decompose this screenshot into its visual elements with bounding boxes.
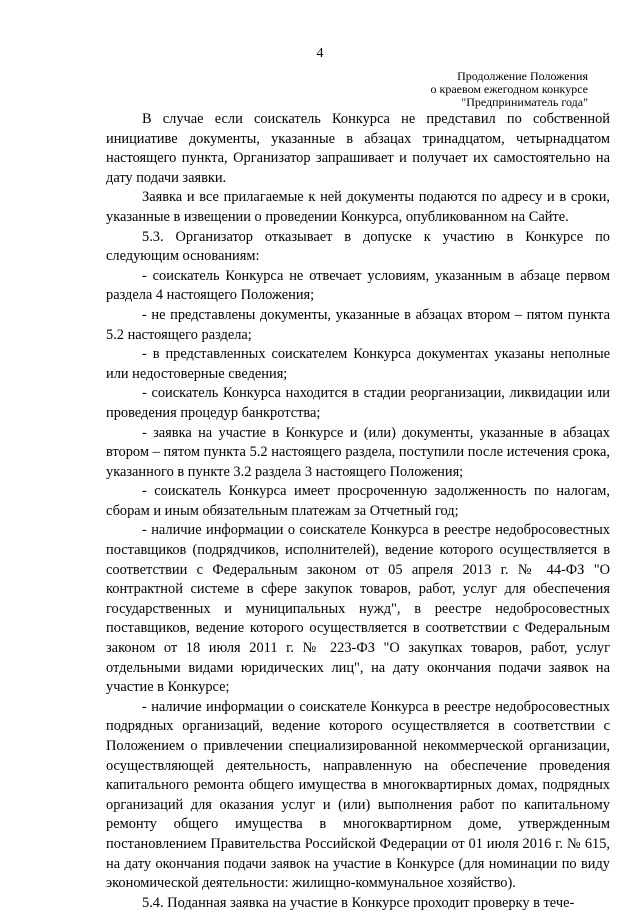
paragraph: Заявка и все прилагаемые к ней документы подаются по адресу и в сроки, указанные в извещении о проведении Конкурса, опубликованном на Сайте. — [106, 189, 610, 225]
paragraph: 5.4. Поданная заявка на участие в Конкурсе проходит проверку в тече- — [142, 894, 575, 911]
paragraph: - в представленных соискателем Конкурса документах указаны неполные или недостоверные сведения; — [106, 346, 610, 382]
paragraph: 5.3. Организатор отказывает в допуске к участию в Конкурсе по следующим основаниям: — [106, 228, 610, 265]
continuation-header — [388, 70, 588, 109]
paragraph: - наличие информации о соискателе Конкурса в реестре недобросовестных поставщиков (подрядчиков, исполнителей), ведение которого осуществляется в соответствии с Федеральным законом от 05 апреля 2013 г. № 44-ФЗ "О контрактной системе в сфере закупок товаров, работ, услуг для обеспечения государственных и муниципальных нужд", в реестре недобросовестных поставщиков, ведение которого осуществляется в соответствии с Федеральным законом от 18 июля 2011 г. № 223-ФЗ "О закупках товаров, работ, услуг отдельными видами юридических лиц", на дату окончания подачи заявок на участие в Конкурсе; — [106, 522, 610, 696]
paragraph: - не представлены документы, указанные в абзацах втором – пятом пункта 5.2 настоящего раздела; — [106, 306, 610, 343]
paragraph: - заявка на участие в Конкурсе и (или) документы, указанные в абзацах втором – пятом пункта 5.2 настоящего раздела, поступили после истечения срока, указанного в пункте 3.2 раздела 3 настоящего Положения; — [106, 424, 610, 480]
header-line-1: Продолжение Положения — [457, 69, 588, 83]
header-line-3: "Предприниматель года" — [461, 95, 588, 109]
paragraph: В случае если соискатель Конкурса не представил по собственной инициативе документы, указанные в абзацах тринадцатом, четырнадцатом настоящего пункта, Организатор запрашивает и получает их самостоятельно на дату подачи заявки. — [106, 111, 610, 186]
page-number: 4 — [316, 46, 324, 61]
header-line-2: о краевом ежегодном конкурсе — [430, 82, 588, 96]
document-body — [106, 110, 610, 913]
paragraph: - наличие информации о соискателе Конкурса в реестре недобросовестных подрядных организаций, ведение которого осуществляется в соответствии с Положением о привлечении специализированной некоммерческой организации, осуществляющей деятельность, направленную на обеспечение проведения капитального ремонта общего имущества в многоквартирных домах, подрядных организаций для оказания услуг и (или) выполнения работ по капитальному ремонту общего имущества в многоквартирном доме, утвержденным постановлением Правительства Российской Федерации от 01 июля 2016 г. № 615, на дату окончания подачи заявок на участие в Конкурсе (для номинации по виду экономической деятельности: жилищно-коммунальное хозяйство). — [106, 698, 610, 892]
paragraph: - соискатель Конкурса имеет просроченную задолженность по налогам, сборам и иным обязательным платежам за Отчетный год; — [106, 483, 610, 519]
paragraph: - соискатель Конкурса находится в стадии реорганизации, ликвидации или проведения процедур банкротства; — [106, 385, 610, 421]
paragraph: - соискатель Конкурса не отвечает условиям, указанным в абзаце первом раздела 4 настоящего Положения; — [106, 267, 610, 304]
